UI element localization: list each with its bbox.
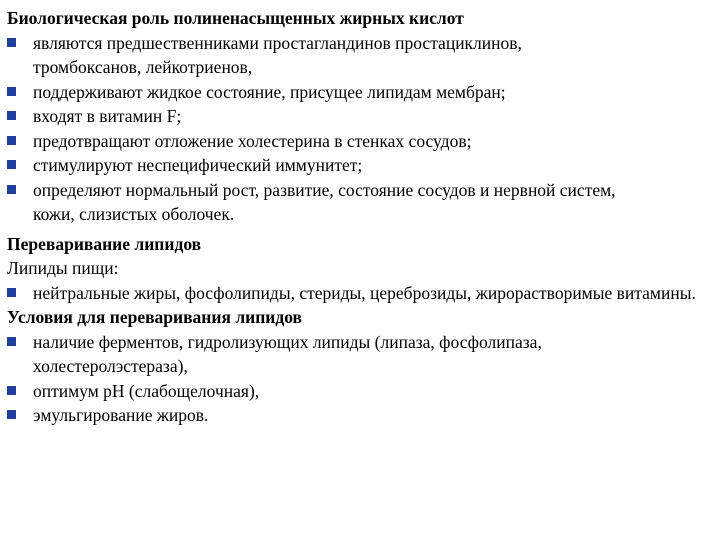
square-bullet-icon	[7, 337, 16, 346]
square-bullet-icon	[7, 111, 16, 120]
list-item: определяют нормальный рост, развитие, состояние сосудов и нервной систем, кожи, слизистых оболочек.	[7, 178, 713, 227]
square-bullet-icon	[7, 410, 16, 419]
food-lipids-label: Липиды пищи:	[7, 258, 119, 278]
section-title-pufa-role: Биологическая роль полиненасыщенных жирных кислот	[7, 8, 464, 28]
food-lipids-list	[7, 281, 713, 306]
square-bullet-icon	[7, 87, 16, 96]
section-title-lipid-digestion: Переваривание липидов	[7, 233, 202, 254]
list-item: являются предшественниками простагландинов простациклинов, тромбоксанов, лейкотриенов,	[7, 31, 713, 80]
pufa-role-list	[7, 31, 713, 227]
square-bullet-icon	[7, 38, 16, 47]
square-bullet-icon	[7, 386, 16, 395]
square-bullet-icon	[7, 136, 16, 145]
list-item: поддерживают жидкое состояние, присущее липидам мембран;	[7, 80, 713, 105]
slide-content	[7, 6, 713, 428]
square-bullet-icon	[7, 160, 16, 169]
list-item: наличие ферментов, гидролизующих липиды (липаза, фосфолипаза, холестеролэстераза),	[7, 330, 713, 379]
square-bullet-icon	[7, 185, 16, 194]
square-bullet-icon	[7, 288, 16, 297]
section-title-digestion-conditions: Условия для переваривания липидов	[7, 307, 303, 327]
list-item: предотвращают отложение холестерина в стенках сосудов;	[7, 129, 713, 154]
list-item: стимулируют неспецифический иммунитет;	[7, 153, 713, 178]
list-item: нейтральные жиры, фосфолипиды, стериды, цереброзиды, жирорастворимые витамины.	[7, 281, 713, 306]
digestion-conditions-list	[7, 330, 713, 428]
list-item: оптимум рН (слабощелочная),	[7, 379, 713, 404]
list-item: эмульгирование жиров.	[7, 403, 713, 428]
list-item: входят в витамин F;	[7, 104, 713, 129]
